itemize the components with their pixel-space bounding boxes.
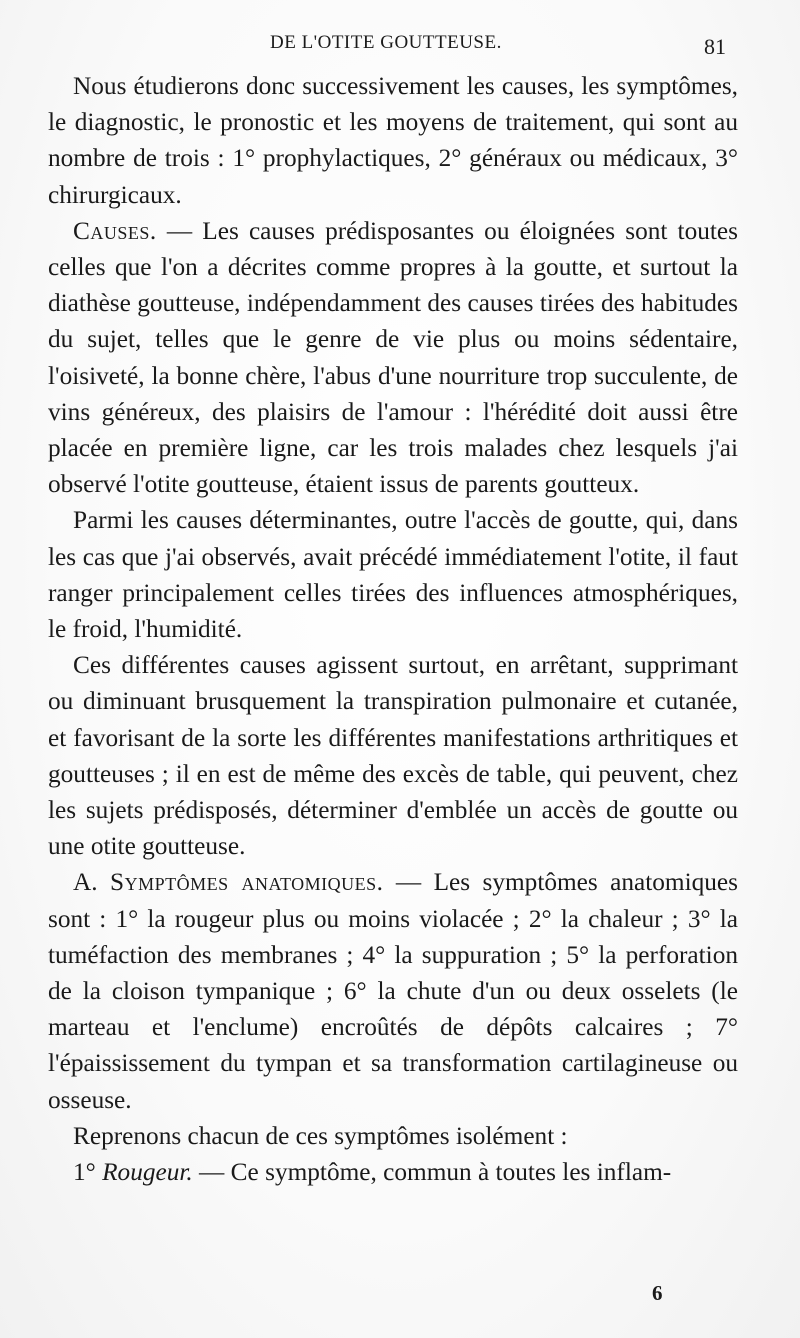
section-label-symptoms: Symptômes anatomiques. — [110, 868, 384, 897]
page-header — [0, 30, 800, 60]
paragraph-intro: Nous étudierons donc successivement les causes, les symptômes, le diagnostic, le pronostic et les moyens de traitement, qui sont au nombre de trois : 1° prophylactiques, 2° généraux ou médicaux, 3° chirurgicaux. — [48, 72, 738, 209]
paragraph-causes — [48, 213, 738, 503]
section-label-causes: Causes. — [73, 216, 157, 245]
paragraph-causes-text: — Les causes prédisposantes ou éloignées sont toutes celles que l'on a décrites comme propres à la goutte, et surtout la diathèse goutteuse, indépendamment des causes tirées des habitudes du sujet, telles que le genre de vie plus ou moins sédentaire, l'oisiveté, la bonne chère, l'abus d'une nourriture trop succulente, de vins généreux, des plaisirs de l'amour : l'hérédité doit aussi être placée en première ligne, car les trois malades chez lesquels j'ai observé l'otite goutteuse, étaient issus de parents goutteux. — [48, 216, 738, 499]
item-label-rougeur: Rougeur. — [102, 1158, 193, 1187]
paragraph-determining-causes: Parmi les causes déterminantes, outre l'accès de goutte, qui, dans les cas que j'ai observés, avait précédé immédiatement l'otite, il faut ranger principalement celles tirées des influences atmosphériques, le froid, l'humidité. — [48, 506, 738, 644]
signature-mark: 6 — [652, 1281, 663, 1305]
paragraph-effects: Ces différentes causes agissent surtout, en arrêtant, supprimant ou diminuant brusquement la transpiration pulmonaire et cutanée, et favorisant de la sorte les différentes manifestations arthritiques et goutteuses ; il en est de même des excès de table, qui peuvent, chez les sujets prédisposés, déterminer d'emblée un accès de goutte ou une otite goutteuse. — [48, 651, 738, 861]
paragraph-rougeur — [48, 1154, 738, 1190]
item-prefix: 1° — [73, 1158, 103, 1187]
paragraph-rougeur-text: — Ce symptôme, commun à toutes les inflam- — [192, 1158, 672, 1187]
paragraph-anatomical-symptoms — [48, 864, 738, 1117]
page-number: 81 — [704, 34, 726, 59]
body-text — [48, 68, 738, 1190]
running-title: DE L'OTITE GOUTTEUSE. — [270, 32, 502, 53]
paragraph-symptoms-text: — Les symptômes anatomiques sont : 1° la rougeur plus ou moins violacée ; 2° la chaleur ; 3° la tuméfaction des membranes ; 4° la suppuration ; 5° la perforation de la cloison tympanique ; 6° la chute d'un ou deux osselets (le marteau et l'enclume) encroûtés de dépôts calcaires ; 7° l'épaississement du tympan et sa transformation cartilagineuse ou osseuse. — [48, 868, 738, 1114]
section-prefix: A. — [73, 868, 110, 897]
paragraph-reprenons: Reprenons chacun de ces symptômes isolément : — [73, 1121, 568, 1150]
